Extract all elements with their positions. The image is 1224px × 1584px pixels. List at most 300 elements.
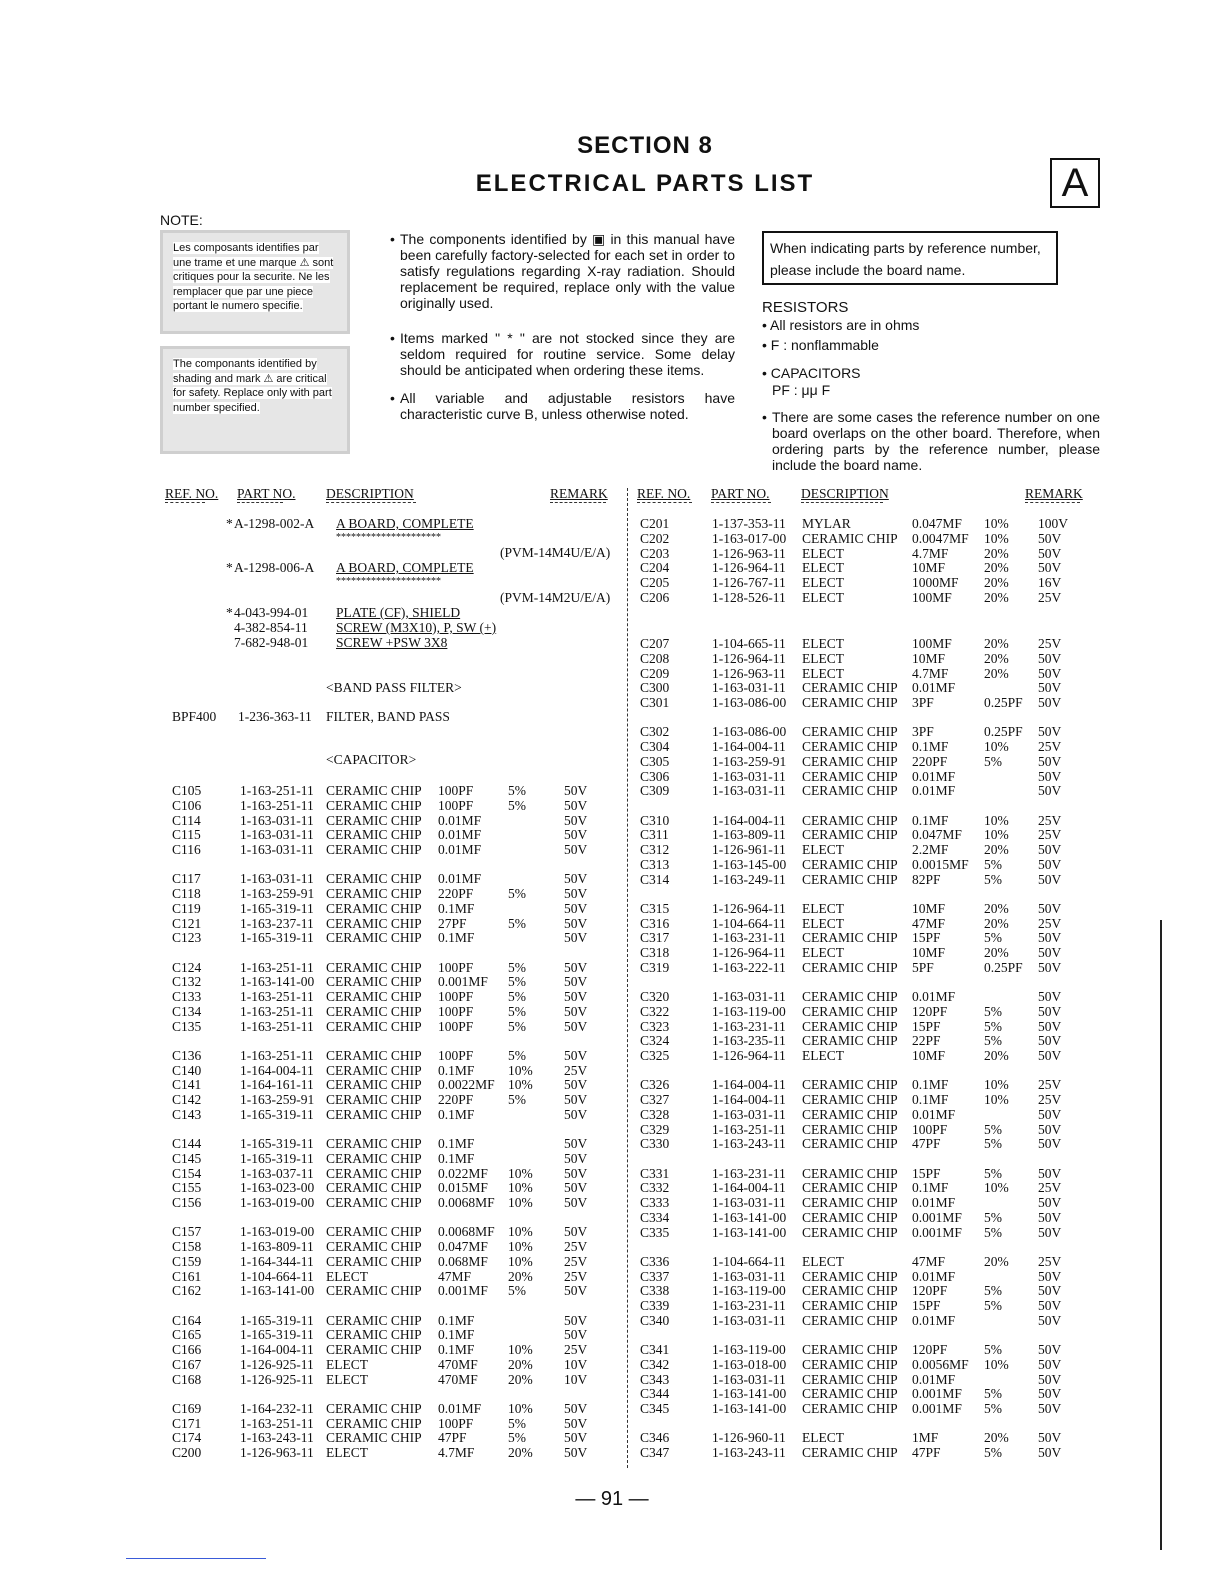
part-row [640, 516, 1100, 531]
value: 100PF [438, 1047, 474, 1063]
rating: 50V [564, 959, 588, 975]
description: CERAMIC CHIP [802, 1371, 898, 1387]
description: CERAMIC CHIP [802, 1209, 898, 1225]
board-row [226, 635, 626, 650]
rating: 25V [1038, 915, 1062, 931]
ref-no: C167 [172, 1356, 202, 1372]
part-row [640, 857, 1100, 872]
description: CERAMIC CHIP [326, 886, 422, 901]
description: CERAMIC CHIP [326, 1092, 422, 1107]
rating: 50V [564, 1400, 588, 1416]
ref-no: C166 [172, 1342, 202, 1357]
description: CERAMIC CHIP [802, 1445, 898, 1460]
ref-no: C116 [172, 842, 201, 857]
part-no: 1-163-086-00 [712, 724, 787, 740]
board-row [226, 530, 626, 545]
value: 100PF [438, 1003, 474, 1019]
value: 0.001MF [912, 1386, 962, 1402]
rating: 25V [564, 1062, 588, 1078]
tolerance: 10% [984, 1077, 1009, 1093]
rating: 50V [1038, 545, 1062, 561]
part-row [640, 1136, 1100, 1151]
value: 0.01MF [438, 842, 482, 857]
divider [801, 502, 883, 503]
tolerance: 10% [508, 1342, 533, 1357]
tolerance: 10% [984, 739, 1009, 754]
tolerance: 20% [984, 589, 1009, 605]
value: 0.1MF [912, 1180, 949, 1196]
part-no: 1-126-963-11 [712, 665, 786, 681]
ref-no: C143 [172, 1106, 202, 1122]
ref-no: C162 [172, 1283, 202, 1299]
part-no: 1-164-004-11 [712, 1077, 786, 1093]
ref-no: C315 [640, 900, 670, 916]
part-row [640, 1225, 1100, 1240]
description: CERAMIC CHIP [802, 1106, 898, 1122]
description: CERAMIC CHIP [802, 1092, 898, 1107]
value: 0.001MF [912, 1401, 962, 1416]
description: CERAMIC CHIP [802, 1312, 898, 1328]
part-row [172, 1151, 632, 1166]
tolerance: 20% [984, 1253, 1009, 1269]
description: CERAMIC CHIP [326, 1283, 422, 1299]
divider [637, 502, 692, 503]
value: 100PF [438, 797, 474, 813]
part-row [172, 1019, 632, 1034]
ref-no: C207 [640, 636, 670, 651]
description: CERAMIC CHIP [326, 974, 422, 990]
ref-no: C320 [640, 989, 670, 1004]
rating: 50V [564, 1092, 588, 1107]
board-row [226, 605, 626, 620]
description: CERAMIC CHIP [326, 1062, 422, 1078]
rating: 50V [564, 1150, 588, 1166]
part-row [640, 930, 1100, 945]
value: 0.01MF [438, 871, 482, 887]
value: 0.01MF [438, 812, 482, 828]
part-no: 1-163-251-11 [240, 797, 314, 813]
part-no: 1-163-249-11 [712, 871, 786, 887]
description: CERAMIC CHIP [326, 842, 422, 857]
model-note: (PVM-14M4U/E/A) [500, 545, 611, 560]
rating: 25V [1038, 827, 1062, 843]
part-no: 1-163-031-11 [712, 768, 786, 784]
description: CERAMIC CHIP [326, 1342, 422, 1357]
part-row [172, 1166, 632, 1181]
note-label: NOTE: [160, 212, 203, 228]
tolerance: 5% [508, 1018, 526, 1034]
part-row [172, 1357, 632, 1372]
part-no: 1-126-964-11 [712, 945, 786, 960]
part-row [172, 1092, 632, 1107]
tolerance: 10% [508, 1239, 533, 1254]
board-row [226, 574, 626, 589]
ref-no: C338 [640, 1283, 670, 1299]
rating: 10V [564, 1371, 588, 1387]
part-row [640, 813, 1100, 828]
rating: 50V [1038, 1312, 1062, 1328]
rating: 50V [564, 1445, 588, 1460]
part-row [640, 1210, 1100, 1225]
tolerance: 10% [984, 1180, 1009, 1196]
value: 0.01MF [912, 1268, 956, 1284]
part-no: 1-164-161-11 [240, 1077, 314, 1093]
description: CERAMIC CHIP [326, 1077, 422, 1093]
description: CERAMIC CHIP [326, 1239, 422, 1254]
part-row [640, 1077, 1100, 1092]
part-no: 1-163-086-00 [712, 695, 787, 710]
description: CERAMIC CHIP [326, 1430, 422, 1446]
part-row [172, 1063, 632, 1078]
part-row [640, 989, 1100, 1004]
value: 0.0047MF [912, 530, 969, 546]
value: 10MF [912, 1048, 946, 1063]
description: CERAMIC CHIP [802, 1180, 898, 1196]
value: 4.7MF [438, 1445, 475, 1460]
part-row [640, 560, 1100, 575]
description: CERAMIC CHIP [326, 1106, 422, 1122]
value: 0.001MF [438, 974, 488, 990]
value: 0.1MF [912, 1092, 949, 1107]
ref-no: C156 [172, 1195, 202, 1210]
description: MYLAR [802, 516, 851, 531]
divider [165, 502, 205, 503]
rating: 50V [564, 930, 588, 946]
tolerance: 5% [508, 1092, 526, 1107]
part-no: 1-236-363-11 [238, 709, 312, 724]
part-row [640, 695, 1100, 710]
description: CERAMIC CHIP [326, 959, 422, 975]
part-row [640, 1342, 1100, 1357]
tolerance: 5% [984, 1445, 1002, 1460]
value: 0.0056MF [912, 1356, 969, 1372]
description: CERAMIC CHIP [326, 1312, 422, 1328]
part-row [640, 739, 1100, 754]
ref-no: C168 [172, 1371, 202, 1387]
divider [326, 502, 416, 503]
ref-no: C142 [172, 1092, 202, 1107]
right-header-ref: REF. NO. [637, 486, 691, 501]
tolerance: 5% [984, 1283, 1002, 1299]
part-no: 1-165-319-11 [240, 930, 314, 946]
value: 0.1MF [438, 1312, 475, 1328]
ref-no: C347 [640, 1445, 670, 1460]
part-no: 1-163-037-11 [240, 1165, 314, 1181]
resistors-item: • F : nonflammable [762, 337, 879, 353]
part-no: 1-163-231-11 [712, 1165, 786, 1181]
ref-no: C155 [172, 1180, 202, 1196]
value: 220PF [438, 1092, 474, 1107]
value: 15PF [912, 930, 941, 946]
part-no: 1-126-925-11 [240, 1356, 314, 1372]
ref-no: C334 [640, 1209, 670, 1225]
value: 0.001MF [912, 1224, 962, 1240]
ref-no: C331 [640, 1165, 670, 1181]
tolerance: 5% [508, 783, 526, 798]
description: ELECT [326, 1371, 368, 1387]
tolerance: 20% [984, 915, 1009, 931]
tolerance: 5% [508, 989, 526, 1004]
description: CERAMIC CHIP [802, 530, 898, 546]
description: CERAMIC CHIP [802, 1224, 898, 1240]
description: CERAMIC CHIP [802, 783, 898, 799]
description: CERAMIC CHIP [802, 1121, 898, 1137]
section-badge: A [1050, 158, 1100, 208]
value: 47PF [912, 1136, 941, 1152]
rating: 50V [1038, 1136, 1062, 1152]
rating: 50V [564, 871, 588, 887]
note-english-box [160, 346, 350, 454]
mid-note-resistors: • All variable and adjustable resistors have characteristic curve B, unless otherwise noted. [390, 390, 735, 422]
ref-no: C158 [172, 1239, 202, 1254]
part-no: 1-163-243-11 [712, 1445, 786, 1460]
rating: 50V [1038, 1298, 1062, 1313]
description: CERAMIC CHIP [802, 1401, 898, 1416]
part-no: 1-163-251-11 [240, 1047, 314, 1063]
tolerance: 20% [984, 1430, 1009, 1446]
part-no: 4-382-854-11 [234, 620, 308, 635]
description: CERAMIC CHIP [802, 1386, 898, 1402]
rating: 50V [1038, 1356, 1062, 1372]
description: ELECT [326, 1445, 368, 1460]
part-row [172, 1283, 632, 1298]
part-row [640, 1180, 1100, 1195]
part-row [640, 1107, 1100, 1122]
ref-no: C341 [640, 1342, 670, 1357]
value: 0.01MF [912, 680, 956, 696]
value: 0.1MF [912, 812, 949, 828]
part-no: 1-163-259-91 [240, 1092, 315, 1107]
ref-no: C335 [640, 1224, 670, 1240]
part-row [640, 1357, 1100, 1372]
value: 10MF [912, 560, 946, 576]
description: CERAMIC CHIP [802, 1195, 898, 1210]
part-no: 1-163-119-00 [712, 1342, 786, 1357]
model-note: (PVM-14M2U/E/A) [500, 590, 611, 605]
value: 0.1MF [438, 900, 475, 916]
value: 4.7MF [912, 545, 949, 561]
rating: 50V [564, 1327, 588, 1343]
tolerance: 5% [508, 959, 526, 975]
description: CERAMIC CHIP [802, 1077, 898, 1093]
part-row [640, 783, 1100, 798]
part-row [172, 1004, 632, 1019]
description: ELECT [802, 575, 844, 590]
description: CERAMIC CHIP [802, 1342, 898, 1357]
value: 100MF [912, 636, 952, 651]
left-header-ref: REF. NO. [165, 486, 219, 501]
rating: 50V [564, 842, 588, 857]
rating: 25V [1038, 636, 1062, 651]
part-row [640, 1283, 1100, 1298]
part-no: 1-126-964-11 [712, 560, 786, 576]
part-row [640, 945, 1100, 960]
ref-no: C326 [640, 1077, 670, 1093]
ref-no: C203 [640, 545, 670, 561]
tolerance: 10% [508, 1195, 533, 1210]
part-no: 1-164-004-11 [712, 812, 786, 828]
rating: 50V [1038, 1445, 1062, 1460]
value: 0.01MF [912, 1371, 956, 1387]
rating: 50V [564, 1180, 588, 1196]
ref-no: C324 [640, 1033, 670, 1049]
tolerance: 20% [984, 650, 1009, 666]
rating: 50V [1038, 1048, 1062, 1063]
tolerance: 20% [984, 560, 1009, 576]
tolerance: 5% [508, 974, 526, 990]
ref-no: C132 [172, 974, 202, 990]
divider [237, 502, 283, 503]
value: 10MF [912, 900, 946, 916]
rating: 25V [1038, 739, 1062, 754]
value: 120PF [912, 1283, 948, 1299]
part-row [640, 1298, 1100, 1313]
description: ELECT [802, 589, 844, 605]
part-row [640, 590, 1100, 605]
value: 5PF [912, 959, 934, 975]
tolerance: 5% [984, 1342, 1002, 1357]
part-row [172, 901, 632, 916]
description: CERAMIC CHIP [326, 1018, 422, 1034]
tolerance: 5% [984, 1018, 1002, 1034]
ref-no: C328 [640, 1106, 670, 1122]
value: 100PF [438, 783, 474, 798]
ref-no: C336 [640, 1253, 670, 1269]
part-no: 1-163-019-00 [240, 1195, 315, 1210]
rating: 25V [1038, 1092, 1062, 1107]
tolerance: 5% [984, 856, 1002, 872]
value: 3PF [912, 695, 934, 710]
rating: 50V [564, 812, 588, 828]
value: 3PF [912, 724, 934, 740]
part-no: 1-163-231-11 [712, 1018, 786, 1034]
part-no: 1-163-809-11 [240, 1239, 314, 1254]
part-no: 1-164-344-11 [240, 1253, 314, 1269]
part-no: 1-163-141-00 [712, 1386, 787, 1402]
value: 4.7MF [912, 665, 949, 681]
rating: 50V [1038, 1106, 1062, 1122]
part-no: 1-126-767-11 [712, 575, 786, 590]
part-row [172, 1416, 632, 1431]
tolerance: 5% [508, 915, 526, 931]
rating: 25V [1038, 589, 1062, 605]
part-no: 1-104-664-11 [240, 1268, 314, 1284]
ref-no: C339 [640, 1298, 670, 1313]
ref-no: C301 [640, 695, 670, 710]
part-row [640, 724, 1100, 739]
description: A BOARD, COMPLETE [336, 560, 474, 575]
description: CERAMIC CHIP [326, 783, 422, 798]
part-row [172, 1372, 632, 1387]
part-row [172, 1107, 632, 1122]
part-row [172, 1269, 632, 1284]
ref-no: C304 [640, 739, 670, 754]
tolerance: 20% [984, 545, 1009, 561]
value: 0.015MF [438, 1180, 488, 1196]
rating: 50V [564, 1195, 588, 1210]
rating: 50V [1038, 1342, 1062, 1357]
value: 0.01MF [912, 783, 956, 799]
part-row [172, 813, 632, 828]
rating: 50V [564, 1224, 588, 1240]
rating: 50V [1038, 1003, 1062, 1019]
rating: 50V [1038, 1371, 1062, 1387]
part-row [172, 1136, 632, 1151]
tolerance: 10% [508, 1253, 533, 1269]
rating: 25V [1038, 1253, 1062, 1269]
ref-no: C329 [640, 1121, 670, 1137]
description: CERAMIC CHIP [802, 739, 898, 754]
rating: 50V [1038, 753, 1062, 769]
part-row [640, 1033, 1100, 1048]
section-title: ELECTRICAL PARTS LIST [475, 170, 815, 197]
description: CERAMIC CHIP [802, 724, 898, 740]
tolerance: 10% [984, 812, 1009, 828]
not-stocked-mark: * [226, 560, 233, 575]
ref-no: C312 [640, 842, 670, 857]
ref-no: C202 [640, 530, 670, 546]
ref-no: C154 [172, 1165, 202, 1181]
value: 0.1MF [912, 1077, 949, 1093]
rating: 50V [1038, 783, 1062, 799]
part-row [640, 1401, 1100, 1416]
description: CERAMIC CHIP [802, 871, 898, 887]
tolerance: 10% [508, 1062, 533, 1078]
part-no: 1-163-259-91 [712, 753, 787, 769]
note-french-box [160, 230, 350, 334]
tolerance: 5% [984, 1209, 1002, 1225]
resistors-item: • All resistors are in ohms [762, 317, 920, 333]
ref-no: C208 [640, 650, 670, 666]
rating: 50V [1038, 695, 1062, 710]
ref-no: C209 [640, 665, 670, 681]
part-row [640, 960, 1100, 975]
part-row [640, 1445, 1100, 1460]
description: CERAMIC CHIP [802, 1136, 898, 1152]
rating: 25V [564, 1253, 588, 1269]
rating: 50V [1038, 1401, 1062, 1416]
ref-no: C144 [172, 1136, 202, 1151]
part-row [640, 666, 1100, 681]
rating: 50V [1038, 856, 1062, 872]
part-row [172, 916, 632, 931]
description: CERAMIC CHIP [326, 797, 422, 813]
part-no: 1-163-031-11 [240, 827, 314, 843]
description: CERAMIC CHIP [802, 1298, 898, 1313]
part-row [640, 901, 1100, 916]
divider [126, 1558, 266, 1559]
part-no: 1-163-019-00 [240, 1224, 315, 1240]
part-no: 1-163-119-00 [712, 1283, 786, 1299]
part-row [172, 1180, 632, 1195]
part-no: 1-128-526-11 [712, 589, 786, 605]
ref-no: C332 [640, 1180, 670, 1196]
part-row [172, 1445, 632, 1460]
ref-no: C300 [640, 680, 670, 696]
value: 47PF [912, 1445, 941, 1460]
ref-no: C145 [172, 1150, 202, 1166]
part-row [172, 960, 632, 975]
value: 0.01MF [912, 1195, 956, 1210]
description: CERAMIC CHIP [802, 680, 898, 696]
description: CERAMIC CHIP [326, 900, 422, 916]
description: CERAMIC CHIP [802, 768, 898, 784]
tolerance: 5% [984, 753, 1002, 769]
part-row [172, 1048, 632, 1063]
divider [550, 502, 606, 503]
part-no: 1-163-031-11 [712, 1106, 786, 1122]
part-no: 1-163-259-91 [240, 886, 315, 901]
